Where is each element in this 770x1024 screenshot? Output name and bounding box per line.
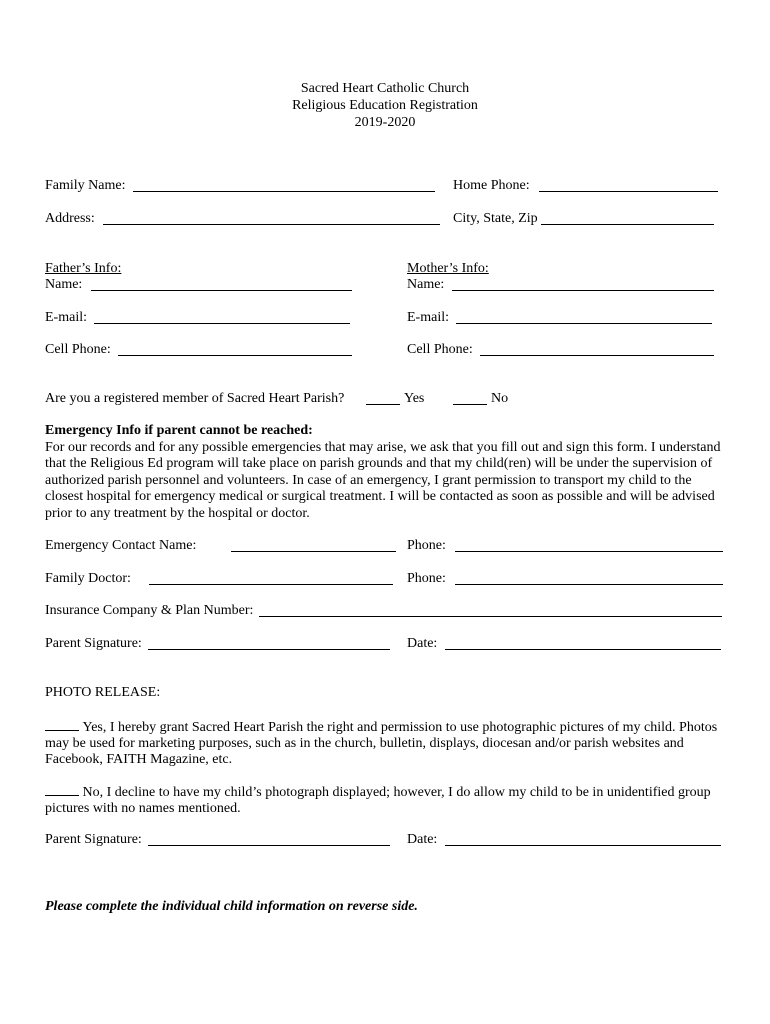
photo-yes-blank[interactable] [45, 718, 79, 731]
mother-cell-field[interactable] [480, 355, 714, 356]
emergency-contact-label: Emergency Contact Name: [45, 538, 197, 553]
membership-question: Are you a registered member of Sacred Heart Parish? [45, 391, 345, 406]
emergency-paragraph: For our records and for any possible emergencies that may arise, we ask that you fill out and sign this form. I understand that the Religious Ed program will take place on parish grounds and that my child(ren) will be under the supervision of authorized parish personnel and volunteers. In case of an emergency, I grant permission to transport my child to the closest hospital for emergency medical or surgical treatment. I will be contacted as soon as possible and will be advised prior to any treatment by the hospital or doctor. [45, 440, 721, 521]
emergency-heading: Emergency Info if parent cannot be reached: [45, 423, 313, 438]
photo-yes-text: Yes, I hereby grant Sacred Heart Parish the right and permission to use photographic pictures of my child. Photos may be used for marketing purposes, such as in the church, bulletin, displays, diocesan and/or parish websites and Facebook, FAITH Magazine, etc. [45, 720, 718, 768]
family-doctor-field[interactable] [149, 584, 393, 585]
mother-email-field[interactable] [456, 323, 712, 324]
father-info-heading: Father’s Info: [45, 261, 122, 276]
school-year: 2019-2020 [354, 115, 416, 130]
mother-name-field[interactable] [452, 290, 714, 291]
form-title: Religious Education Registration [292, 98, 478, 113]
doctor-phone-label: Phone: [407, 571, 446, 586]
date-field[interactable] [445, 649, 721, 650]
photo-release-heading: PHOTO RELEASE: [45, 685, 161, 700]
father-cell-field[interactable] [118, 355, 352, 356]
father-cell-label: Cell Phone: [45, 342, 111, 357]
city-state-zip-field[interactable] [541, 224, 714, 225]
photo-signature-field[interactable] [148, 845, 390, 846]
emergency-phone-field[interactable] [455, 551, 723, 552]
photo-date-label: Date: [407, 832, 438, 847]
church-name: Sacred Heart Catholic Church [300, 81, 470, 96]
mother-info-heading: Mother’s Info: [407, 261, 489, 276]
insurance-field[interactable] [259, 616, 722, 617]
family-doctor-label: Family Doctor: [45, 571, 131, 586]
father-name-label: Name: [45, 277, 83, 292]
father-email-label: E-mail: [45, 310, 87, 325]
home-phone-label: Home Phone: [453, 178, 530, 193]
mother-email-label: E-mail: [407, 310, 449, 325]
photo-yes-option [45, 718, 725, 769]
city-state-zip-label: City, State, Zip [453, 211, 538, 226]
reverse-side-note: Please complete the individual child information on reverse side. [45, 899, 418, 914]
insurance-label: Insurance Company & Plan Number: [45, 603, 254, 618]
member-no-blank[interactable] [453, 404, 487, 405]
address-label: Address: [45, 211, 95, 226]
photo-no-blank[interactable] [45, 783, 79, 796]
photo-no-option [45, 783, 725, 817]
emergency-contact-field[interactable] [231, 551, 396, 552]
home-phone-field[interactable] [539, 191, 718, 192]
mother-cell-label: Cell Phone: [407, 342, 473, 357]
address-field[interactable] [103, 224, 440, 225]
photo-date-field[interactable] [445, 845, 721, 846]
family-name-label: Family Name: [45, 178, 126, 193]
emergency-phone-label: Phone: [407, 538, 446, 553]
member-yes-blank[interactable] [366, 404, 400, 405]
parent-signature-field[interactable] [148, 649, 390, 650]
member-no-label: No [491, 391, 509, 406]
doctor-phone-field[interactable] [455, 584, 723, 585]
member-yes-label: Yes [404, 391, 425, 406]
family-name-field[interactable] [133, 191, 435, 192]
father-email-field[interactable] [94, 323, 350, 324]
mother-name-label: Name: [407, 277, 445, 292]
photo-signature-label: Parent Signature: [45, 832, 142, 847]
father-name-field[interactable] [91, 290, 352, 291]
date-label: Date: [407, 636, 438, 651]
photo-no-text: No, I decline to have my child’s photograph displayed; however, I do allow my child to be in unidentified group pictures with no names mentioned. [45, 785, 711, 817]
parent-signature-label: Parent Signature: [45, 636, 142, 651]
